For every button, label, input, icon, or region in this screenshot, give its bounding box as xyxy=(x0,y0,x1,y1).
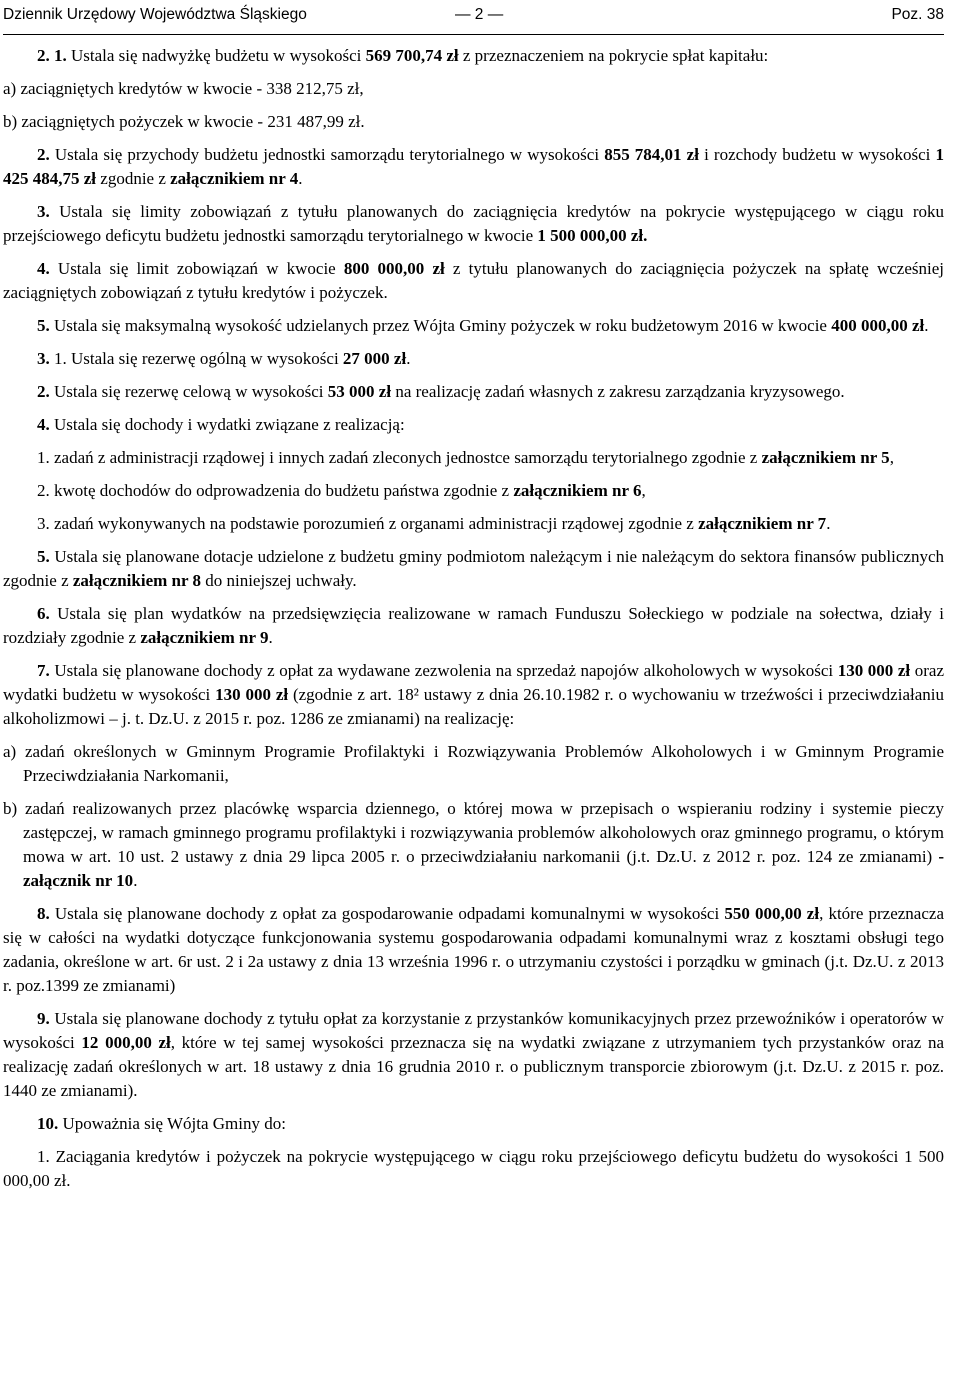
item-10-1: 1. Zaciągania kredytów i pożyczek na pokrycie występującego w ciągu roku przejściowego deficytu budżetu do wysokości 1 500 000,00 zł. xyxy=(3,1147,944,1190)
paragraph-7: 7. Ustala się planowane dochody z opłat za wydawane zezwolenia na sprzedaż napojów alkoholowych w wysokości 130 000 zł oraz wydatki budżetu w wysokości 130 000 zł (zgodnie z art. 18² ustawy z dnia 26.10.1982 r. o wychowaniu w trzeźwości i przeciwdziałaniu alkoholizmowi – j. t. Dz.U. z 2015 r. poz. 1286 ze zmianami) na realizację: xyxy=(3,661,944,728)
paragraph-9: 9. Ustala się planowane dochody z tytułu opłat za korzystanie z przystanków komunikacyjnych przez przewoźników i operatorów w wysokości 12 000,00 zł, które w tej samej wysokości przeznacza się na wydatki związane z utrzymaniem tych przystanków oraz na realizację zadań określonych w art. 18 ustawy z dnia 16 grudnia 2010 r. o publicznym transporcie zbiorowym (j.t. Dz.U. z 2015 r. poz. 1440 ze zmianami). xyxy=(3,1009,944,1100)
item-7-b: b) zadań realizowanych przez placówkę wsparcia dziennego, o której mowa w przepisach o wspieraniu rodziny i systemie pieczy zastępczej, w ramach gminnego programu profilaktyki i rozwiązywania problemów alkoholowych oraz gminnego programu, o którym mowa w art. 10 ust. 2 ustawy z dnia 29 lipca 2005 r. o przeciwdziałaniu narkomanii (j.t. Dz.U. z 2012 r. poz. 124 ze zmianami) - załącznik nr 10. xyxy=(3,799,944,890)
paragraph-2-1: 2. 1. Ustala się nadwyżkę budżetu w wysokości 569 700,74 zł z przeznaczeniem na pokrycie spłat kapitału: xyxy=(37,46,769,65)
journal-title: Dziennik Urzędowy Województwa Śląskiego xyxy=(3,6,307,23)
paragraph-2-5: 5. Ustala się maksymalną wysokość udzielanych przez Wójta Gminy pożyczek w roku budżetowym 2016 w kwocie 400 000,00 zł. xyxy=(37,316,929,335)
document-body xyxy=(3,44,944,1193)
page-header xyxy=(3,0,944,35)
position-number: Poz. 38 xyxy=(891,6,944,23)
paragraph-2-2: 2. Ustala się przychody budżetu jednostki samorządu terytorialnego w wysokości 855 784,01 zł i rozchody budżetu w wysokości 1 425 484,75 zł zgodnie z załącznikiem nr 4. xyxy=(3,145,944,188)
paragraph-2-4: 4. Ustala się limit zobowiązań w kwocie 800 000,00 zł z tytułu planowanych do zaciągnięcia pożyczek na spłatę wcześniej zaciągniętych zobowiązań z tytułu kredytów i pożyczek. xyxy=(3,259,944,302)
paragraph-10: 10. Upoważnia się Wójta Gminy do: xyxy=(37,1114,286,1133)
item-4-1: 1. zadań z administracji rządowej i innych zadań zleconych jednostce samorządu terytorialnego zgodnie z załącznikiem nr 5, xyxy=(37,448,894,467)
page-number: — 2 — xyxy=(455,6,504,23)
item-4-3: 3. zadań wykonywanych na podstawie porozumień z organami administracji rządowej zgodnie z załącznikiem nr 7. xyxy=(37,514,831,533)
paragraph-6: 6. Ustala się plan wydatków na przedsięwzięcia realizowane w ramach Funduszu Sołeckiego w podziale na sołectwa, działy i rozdziały zgodnie z załącznikiem nr 9. xyxy=(3,604,944,647)
item-2-a: a) zaciągniętych kredytów w kwocie - 338 212,75 zł, xyxy=(3,79,364,98)
paragraph-4: 4. Ustala się dochody i wydatki związane z realizacją: xyxy=(37,415,405,434)
paragraph-3-2: 2. Ustala się rezerwę celową w wysokości 53 000 zł na realizację zadań własnych z zakresu zarządzania kryzysowego. xyxy=(37,382,845,401)
paragraph-2-3: 3. Ustala się limity zobowiązań z tytułu planowanych do zaciągnięcia kredytów na pokrycie występującego w ciągu roku przejściowego deficytu budżetu jednostki samorządu terytorialnego w kwocie 1 500 000,00 zł. xyxy=(3,202,944,245)
item-2-b: b) zaciągniętych pożyczek w kwocie - 231 487,99 zł. xyxy=(3,112,365,131)
paragraph-8: 8. Ustala się planowane dochody z opłat za gospodarowanie odpadami komunalnymi w wysokości 550 000,00 zł, które przeznacza się w całości na wydatki dotyczące funkcjonowania systemu gospodarowania odpadami komunalnymi wraz z kosztami obsługi tego zadania, określone w art. 6r ust. 2 i 2a ustawy z dnia 13 września 1996 r. o utrzymaniu czystości i porządku w gminach (j.t. Dz.U. z 2013 r. poz.1399 ze zmianami) xyxy=(3,904,944,995)
item-4-2: 2. kwotę dochodów do odprowadzenia do budżetu państwa zgodnie z załącznikiem nr 6, xyxy=(37,481,646,500)
paragraph-5: 5. Ustala się planowane dotacje udzielone z budżetu gminy podmiotom należącym i nie należącym do sektora finansów publicznych zgodnie z załącznikiem nr 8 do niniejszej uchwały. xyxy=(3,547,944,590)
paragraph-3-1: 3. 1. Ustala się rezerwę ogólną w wysokości 27 000 zł. xyxy=(37,349,411,368)
item-7-a: a) zadań określonych w Gminnym Programie Profilaktyki i Rozwiązywania Problemów Alkoholowych i w Gminnym Programie Przeciwdziałania Narkomanii, xyxy=(3,742,944,785)
